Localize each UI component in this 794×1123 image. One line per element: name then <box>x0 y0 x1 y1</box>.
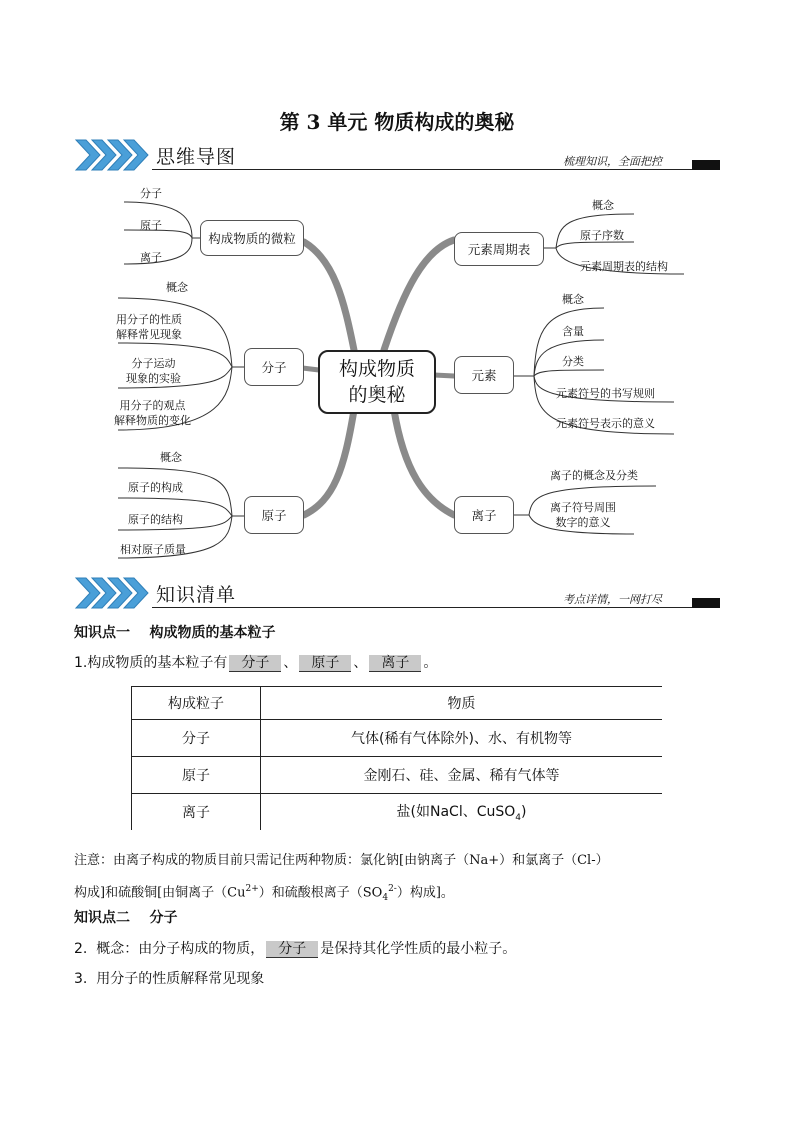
subscript: 4 <box>515 812 521 823</box>
particles-table <box>131 686 662 830</box>
knowledge-point-2-line-2 <box>74 938 516 960</box>
line-prefix: 2. 概念：由分子构成的物质， <box>74 941 265 957</box>
line-prefix: 1.构成物质的基本粒子有 <box>74 655 228 671</box>
answer-blank: 分子 <box>229 655 281 672</box>
mind-map-center-label: 构成物质 的奥秘 <box>338 358 415 406</box>
leaf: 分子 <box>140 187 162 200</box>
leaf: 分类 <box>562 355 584 368</box>
note-paragraph <box>74 847 724 912</box>
leaf: 离子 <box>140 251 162 264</box>
leaf: 概念 <box>562 293 584 306</box>
section-rule <box>152 607 720 608</box>
cell-text: ) <box>521 804 527 821</box>
table-header: 物质 <box>261 687 663 720</box>
leaf: 原子的构成 <box>128 481 183 494</box>
section-subtitle: 考点详情，一网打尽 <box>563 593 662 606</box>
knowledge-point-1-heading: 知识点一 构成物质的基本粒子 <box>74 625 276 641</box>
table-cell: 气体(稀有气体除外)、水、有机物等 <box>261 720 663 757</box>
table-row <box>132 720 663 757</box>
answer-blank: 离子 <box>369 655 421 672</box>
leaf: 原子的结构 <box>128 513 183 526</box>
note-text: ）和硫酸根离子（SO <box>258 885 383 901</box>
branch-element: 元素 <box>454 356 514 394</box>
answer-blank: 原子 <box>299 655 351 672</box>
knowledge-point-2-heading: 知识点二 分子 <box>74 910 178 926</box>
chevron-arrows-icon <box>74 576 150 610</box>
leaf: 相对原子质量 <box>120 543 186 556</box>
leaf: 概念 <box>166 281 188 294</box>
subscript: 4 <box>382 892 389 903</box>
leaf: 概念 <box>160 451 182 464</box>
section-rule <box>152 169 720 170</box>
note-text: 构成]和硫酸铜[由铜离子（Cu <box>74 885 246 901</box>
table-cell: 金刚石、硅、金属、稀有气体等 <box>261 757 663 794</box>
leaf: 原子序数 <box>580 229 624 242</box>
leaf: 含量 <box>562 325 584 338</box>
leaf: 离子的概念及分类 <box>550 469 638 482</box>
section-title: 知识清单 <box>156 584 237 606</box>
separator: 、 <box>353 655 368 671</box>
superscript: 2+ <box>245 884 259 894</box>
table-cell: 分子 <box>132 720 261 757</box>
leaf: 离子符号周围 数字的意义 <box>550 501 616 529</box>
branch-periodic-table: 元素周期表 <box>454 232 544 266</box>
section-header-knowledge <box>74 576 720 616</box>
branch-molecule: 分子 <box>244 348 304 386</box>
leaf: 元素周期表的结构 <box>580 260 668 273</box>
table-row <box>132 687 663 720</box>
leaf: 用分子的观点 解释物质的变化 <box>114 399 191 427</box>
note-text: ）构成]。 <box>396 885 454 901</box>
leaf: 用分子的性质 解释常见现象 <box>116 313 182 341</box>
leaf: 分子运动 现象的实验 <box>126 357 181 385</box>
leaf: 元素符号表示的意义 <box>556 417 655 430</box>
table-row <box>132 757 663 794</box>
branch-ion: 离子 <box>454 496 514 534</box>
knowledge-point-1-line <box>74 652 437 674</box>
section-title: 思维导图 <box>156 146 237 168</box>
leaf: 概念 <box>592 199 614 212</box>
table-row <box>132 794 663 831</box>
answer-blank: 分子 <box>266 941 318 958</box>
section-block <box>692 598 720 608</box>
branch-particles: 构成物质的微粒 <box>200 220 304 256</box>
section-block <box>692 160 720 170</box>
mind-map-center <box>318 350 436 414</box>
table-cell: 原子 <box>132 757 261 794</box>
mind-map <box>104 180 694 565</box>
cell-text: 盐(如NaCl、CuSO <box>396 804 516 821</box>
branch-atom: 原子 <box>244 496 304 534</box>
table-header: 构成粒子 <box>132 687 261 720</box>
table-cell <box>261 794 663 831</box>
table-cell: 离子 <box>132 794 261 831</box>
section-header-mindmap <box>74 138 720 178</box>
page-title: 第 3 单元 物质构成的奥秘 <box>279 110 515 134</box>
superscript: 2- <box>388 884 397 894</box>
chevron-arrows-icon <box>74 138 150 172</box>
leaf: 原子 <box>140 219 162 232</box>
knowledge-point-2-line-3: 3. 用分子的性质解释常见现象 <box>74 971 265 987</box>
line-end: 。 <box>423 655 438 671</box>
line-suffix: 是保持其化学性质的最小粒子。 <box>320 941 517 957</box>
note-line: 注意：由离子构成的物质目前只需记住两种物质：氯化钠[由钠离子（Na+）和氯离子（Cl-） <box>74 853 609 868</box>
leaf: 元素符号的书写规则 <box>556 387 655 400</box>
separator: 、 <box>283 655 298 671</box>
section-subtitle: 梳理知识，全面把控 <box>563 155 662 168</box>
